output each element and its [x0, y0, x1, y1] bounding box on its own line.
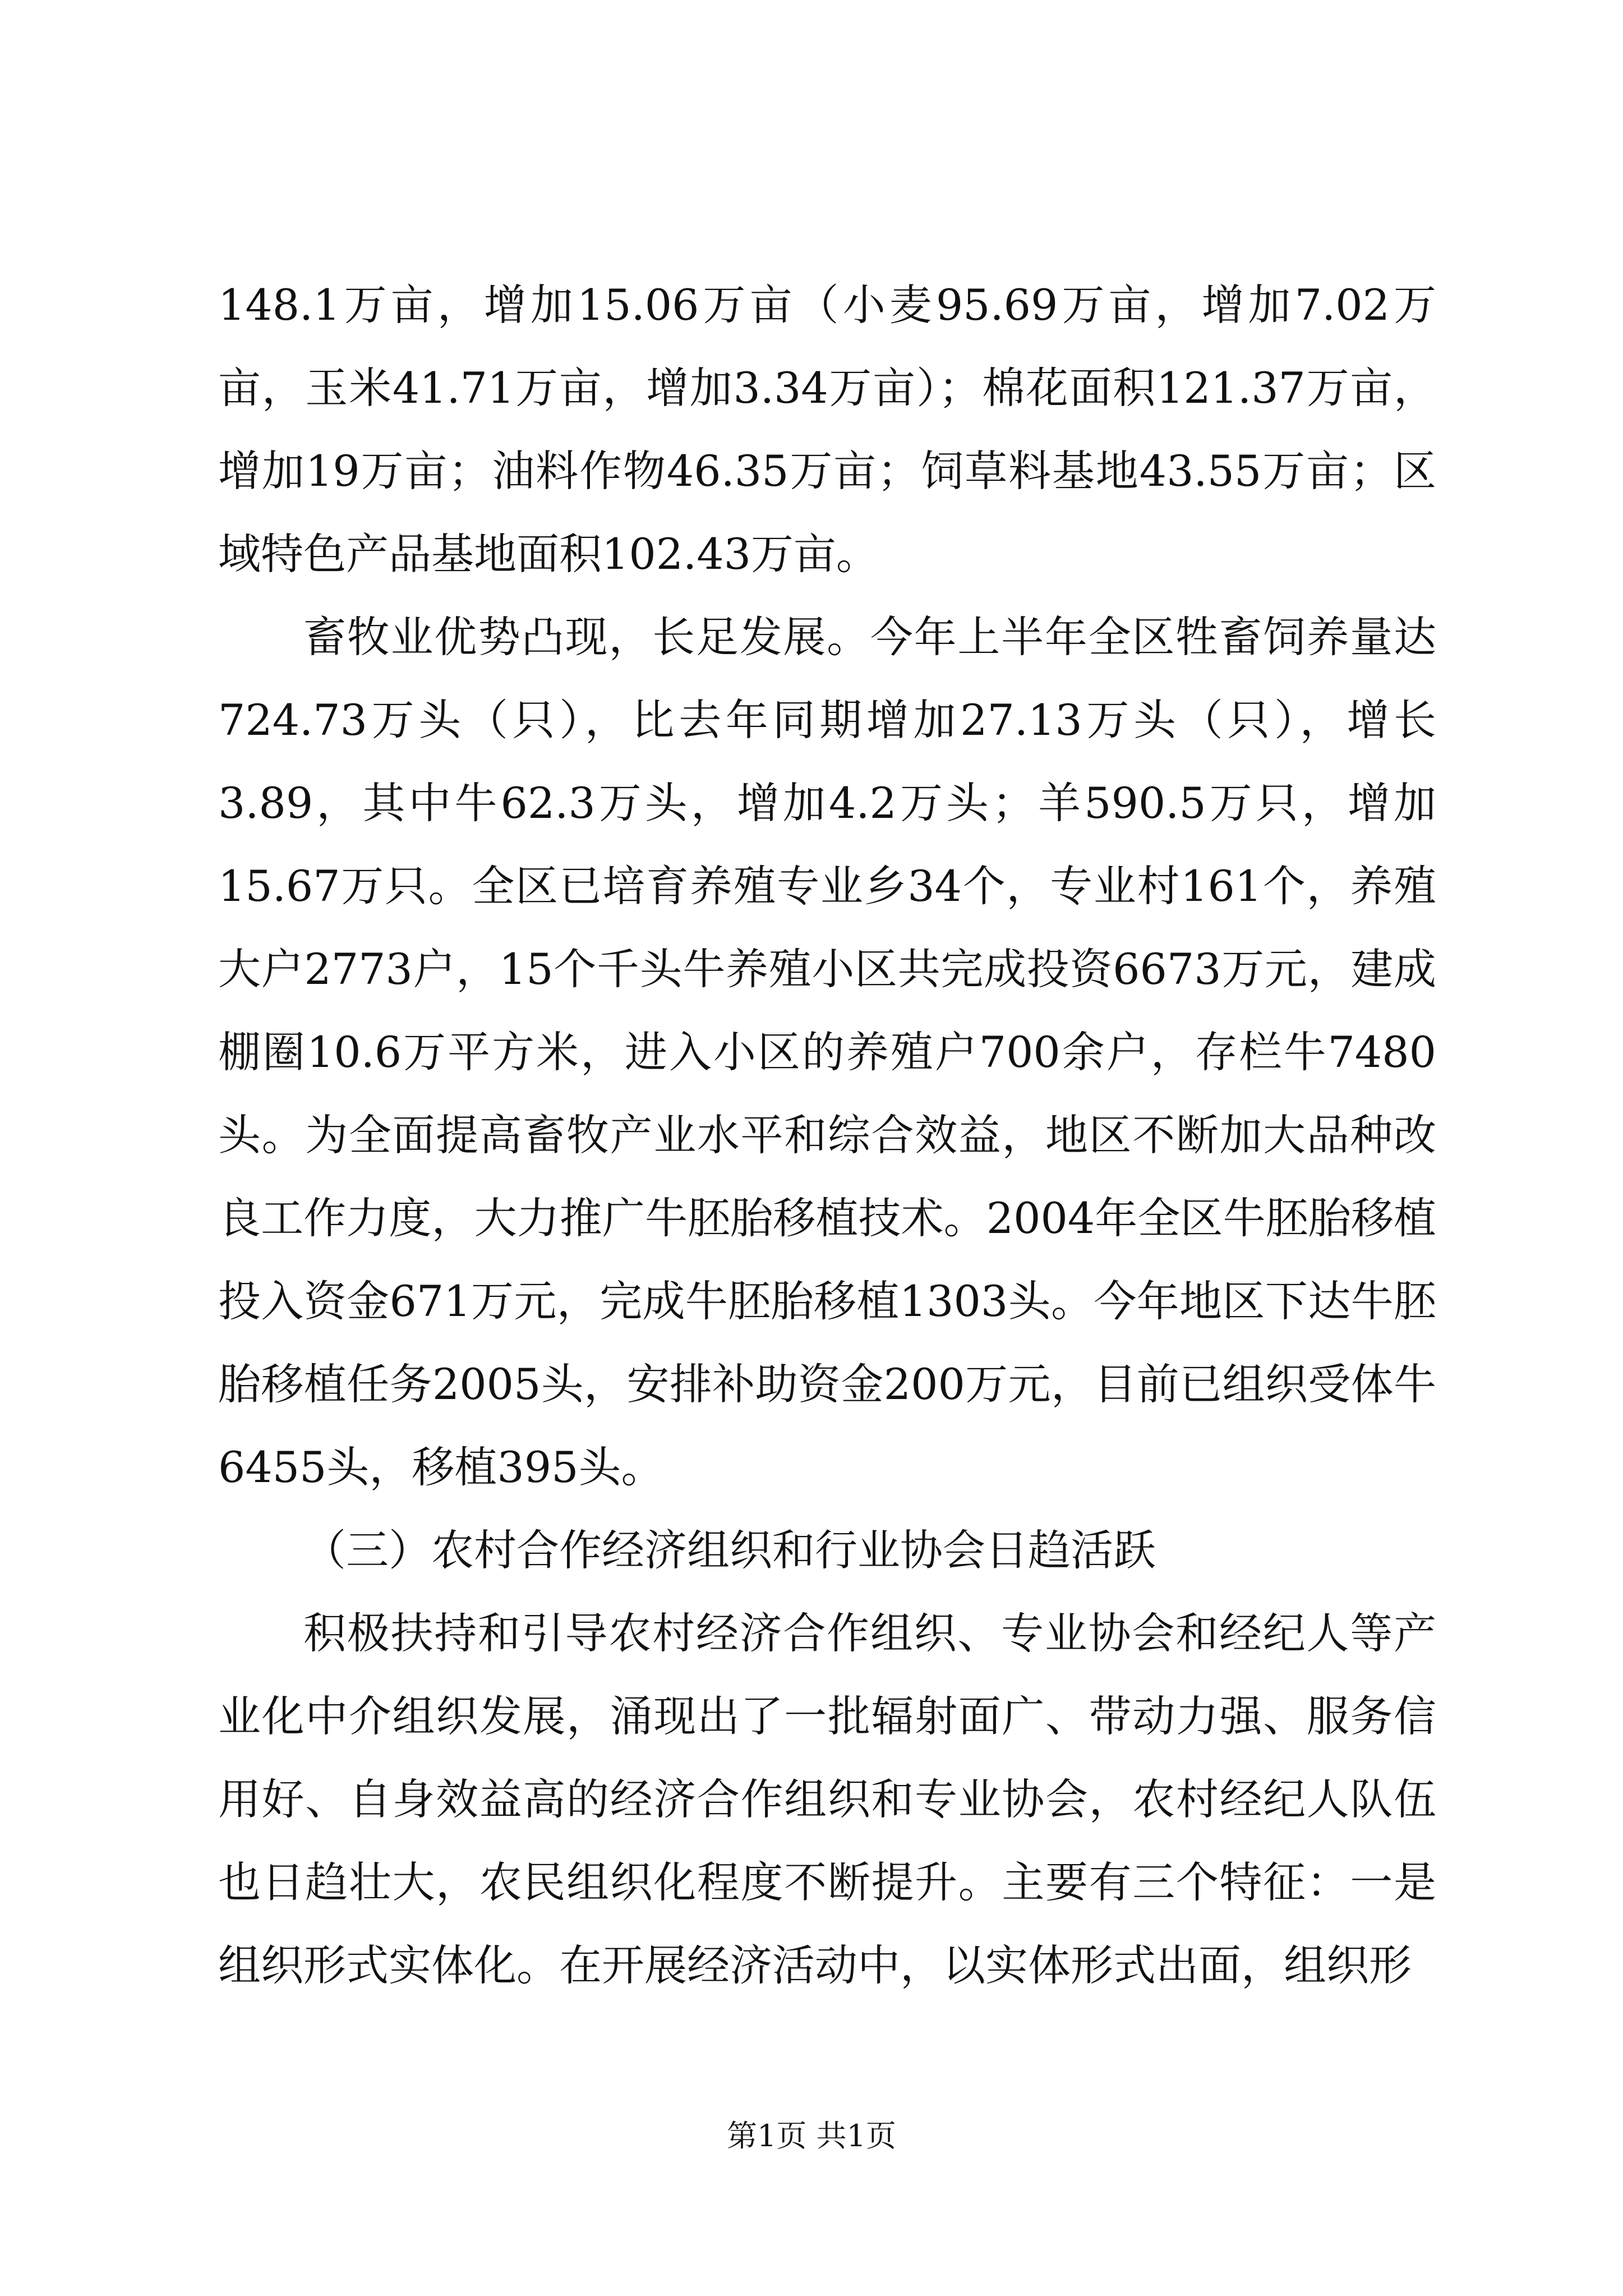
page-footer: 第1页 共1页 [727, 2118, 896, 2154]
paragraph-livestock: 畜牧业优势凸现，长足发展。今年上半年全区牲畜饲养量达724.73万头（只），比去年同期增加27.13万头（只），增长3.89，其中牛62.3万头，增加4.2万头；羊590.5万只，增加15.67万只。全区已培育养殖专业乡34个，专业村161个，养殖大户2773户，15个千头牛养殖小区共完成投资6673万元，建成棚圈10.6万平方米，进入小区的养殖户700余户，存栏牛7480头。为全面提高畜牧产业水平和综合效益，地区不断加大品种改良工作力度，大力推广牛胚胎移植技术。2004年全区牛胚胎移植投入资金671万元，完成牛胚胎移植1303头。今年地区下达牛胚胎移植任务2005头，安排补助资金200万元，目前已组织受体牛6455头，移植395头。 [218, 612, 1436, 1492]
paragraph-continuation: 148.1万亩，增加15.06万亩（小麦95.69万亩，增加7.02万亩，玉米41.71万亩，增加3.34万亩）；棉花面积121.37万亩，增加19万亩；油料作物46.35万亩；饲草料基地43.55万亩；区域特色产品基地面积102.43万亩。 [218, 280, 1436, 579]
paragraph-cooperatives: 积极扶持和引导农村经济合作组织、专业协会和经纪人等产业化中介组织发展，涌现出了一批辐射面广、带动力强、服务信用好、自身效益高的经济合作组织和专业协会，农村经纪人队伍也日趋壮大，农民组织化程度不断提升。主要有三个特征：一是组织形式实体化。在开展经济活动中，以实体形式出面，组织形 [218, 1608, 1436, 1990]
document-body [218, 264, 1436, 2007]
section-heading: （三）农村合作经济组织和行业协会日趋活跃 [303, 1525, 1156, 1575]
